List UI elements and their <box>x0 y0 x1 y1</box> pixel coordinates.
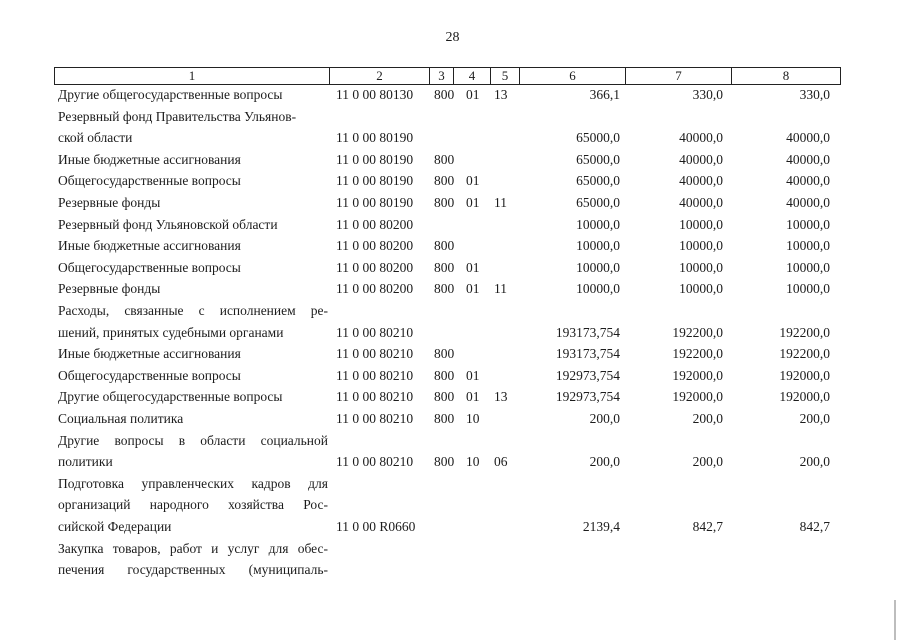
row-name: Подготовка управленческих кадров для <box>58 475 328 491</box>
row-section: 01 <box>466 87 480 102</box>
table-row <box>0 214 905 235</box>
row-value-col-7: 10000,0 <box>679 259 723 275</box>
row-value-col-6: 10000,0 <box>576 259 620 275</box>
row-name: Резервные фонды <box>58 281 161 297</box>
row-name: печения государственных (муниципаль- <box>58 562 328 578</box>
row-expense-type: 800 <box>434 346 455 362</box>
header-col-2: 2 <box>329 67 430 85</box>
row-value-col-6: 200,0 <box>589 411 620 426</box>
row-expense-type: 800 <box>434 454 455 470</box>
table-row <box>0 516 905 537</box>
table-row <box>0 473 905 494</box>
row-value-col-8: 842,7 <box>799 519 830 534</box>
row-value-col-7: 192200,0 <box>672 346 723 362</box>
row-code: 11 0 00 80200 <box>336 259 414 275</box>
row-expense-type: 800 <box>434 367 455 383</box>
row-value-col-6: 193173,754 <box>555 324 620 340</box>
row-value-col-8: 40000,0 <box>786 151 830 167</box>
row-section: 01 <box>466 173 480 189</box>
row-value-col-7: 40000,0 <box>679 151 723 167</box>
row-value-col-8: 10000,0 <box>786 259 830 275</box>
row-name: Закупка товаров, работ и услуг для обес- <box>58 540 328 556</box>
row-subsection: 11 <box>494 195 507 210</box>
scan-edge-mark <box>894 600 896 640</box>
row-code: 11 0 00 80200 <box>336 238 414 254</box>
row-code: 11 0 00 80130 <box>336 87 414 102</box>
table-row <box>0 365 905 386</box>
row-value-col-7: 40000,0 <box>679 130 723 146</box>
row-section: 01 <box>466 367 480 383</box>
table-row <box>0 494 905 515</box>
row-code: 11 0 00 80200 <box>336 281 414 297</box>
row-value-col-7: 10000,0 <box>679 238 723 254</box>
row-name: Общегосударственные вопросы <box>58 259 241 275</box>
row-name: политики <box>58 454 113 470</box>
table-row <box>0 451 905 472</box>
row-section: 01 <box>466 195 480 210</box>
table-row <box>0 106 905 127</box>
row-expense-type: 800 <box>434 151 455 167</box>
table-row <box>0 192 905 213</box>
row-code: 11 0 00 80200 <box>336 216 414 232</box>
row-value-col-7: 200,0 <box>692 411 723 426</box>
row-section: 01 <box>466 281 480 297</box>
header-col-6: 6 <box>519 67 626 85</box>
row-name: Резервный фонд Правительства Ульянов- <box>58 108 297 124</box>
table-row <box>0 386 905 407</box>
table-row <box>0 170 905 191</box>
row-section: 01 <box>466 259 480 275</box>
row-code: 11 0 00 R0660 <box>336 519 416 534</box>
row-section: 10 <box>466 454 480 470</box>
row-name: Расходы, связанные с исполнением ре- <box>58 303 328 318</box>
row-code: 11 0 00 80210 <box>336 367 414 383</box>
row-value-col-6: 193173,754 <box>555 346 620 362</box>
row-name: Другие вопросы в области социальной <box>58 432 328 448</box>
row-value-col-8: 192000,0 <box>779 367 830 383</box>
row-code: 11 0 00 80190 <box>336 173 414 189</box>
row-value-col-7: 842,7 <box>692 519 723 534</box>
row-value-col-7: 200,0 <box>692 454 723 470</box>
row-value-col-7: 192000,0 <box>672 389 723 405</box>
row-value-col-6: 10000,0 <box>576 281 620 297</box>
row-code: 11 0 00 80210 <box>336 454 414 470</box>
row-name: Общегосударственные вопросы <box>58 367 241 383</box>
row-value-col-8: 192000,0 <box>779 389 830 405</box>
row-value-col-6: 65000,0 <box>576 195 620 210</box>
row-name: Иные бюджетные ассигнования <box>58 151 241 167</box>
row-value-col-6: 65000,0 <box>576 173 620 189</box>
table-row <box>0 149 905 170</box>
row-value-col-8: 192200,0 <box>779 324 830 340</box>
row-value-col-8: 10000,0 <box>786 281 830 297</box>
table-row <box>0 559 905 580</box>
table-row <box>0 408 905 429</box>
row-code: 11 0 00 80210 <box>336 346 414 362</box>
header-col-4: 4 <box>453 67 491 85</box>
row-name: Резервный фонд Ульяновской области <box>58 216 278 232</box>
table-row <box>0 84 905 105</box>
row-value-col-7: 192200,0 <box>672 324 723 340</box>
row-name: Социальная политика <box>58 411 184 426</box>
row-name: Общегосударственные вопросы <box>58 173 241 189</box>
row-expense-type: 800 <box>434 259 455 275</box>
row-expense-type: 800 <box>434 411 455 426</box>
row-value-col-7: 40000,0 <box>679 195 723 210</box>
header-col-8: 8 <box>731 67 841 85</box>
table-row <box>0 538 905 559</box>
header-col-5: 5 <box>490 67 520 85</box>
row-value-col-8: 200,0 <box>799 411 830 426</box>
row-name: Иные бюджетные ассигнования <box>58 238 241 254</box>
row-code: 11 0 00 80190 <box>336 130 414 146</box>
row-value-col-8: 40000,0 <box>786 195 830 210</box>
row-value-col-6: 2139,4 <box>582 519 620 534</box>
row-value-col-6: 10000,0 <box>576 238 620 254</box>
row-value-col-8: 192200,0 <box>779 346 830 362</box>
row-section: 01 <box>466 389 480 405</box>
table-row <box>0 257 905 278</box>
row-value-col-6: 65000,0 <box>576 130 620 146</box>
row-expense-type: 800 <box>434 389 455 405</box>
row-name: организаций народного хозяйства Рос- <box>58 497 328 513</box>
row-name: сийской Федерации <box>58 519 172 534</box>
row-code: 11 0 00 80190 <box>336 151 414 167</box>
row-value-col-6: 65000,0 <box>576 151 620 167</box>
row-value-col-8: 40000,0 <box>786 173 830 189</box>
page-number: 28 <box>445 30 460 45</box>
row-value-col-8: 200,0 <box>799 454 830 470</box>
row-value-col-7: 40000,0 <box>679 173 723 189</box>
header-col-1: 1 <box>54 67 330 85</box>
row-expense-type: 800 <box>434 87 455 102</box>
table-row <box>0 235 905 256</box>
row-name: ской области <box>58 130 133 146</box>
table-row <box>0 322 905 343</box>
row-name: Другие общегосударственные вопросы <box>58 389 283 405</box>
row-value-col-6: 192973,754 <box>555 389 620 405</box>
table-row <box>0 343 905 364</box>
row-value-col-8: 10000,0 <box>786 238 830 254</box>
row-value-col-7: 330,0 <box>692 87 723 102</box>
row-value-col-6: 366,1 <box>589 87 620 102</box>
row-code: 11 0 00 80190 <box>336 195 414 210</box>
row-subsection: 13 <box>494 87 508 102</box>
row-expense-type: 800 <box>434 173 455 189</box>
row-value-col-8: 330,0 <box>799 87 830 102</box>
row-code: 11 0 00 80210 <box>336 389 414 405</box>
row-expense-type: 800 <box>434 281 455 297</box>
row-value-col-7: 10000,0 <box>679 281 723 297</box>
table-row <box>0 278 905 299</box>
row-expense-type: 800 <box>434 195 455 210</box>
row-name: Иные бюджетные ассигнования <box>58 346 241 362</box>
table-row <box>0 127 905 148</box>
row-value-col-6: 200,0 <box>589 454 620 470</box>
table-row <box>0 430 905 451</box>
header-col-7: 7 <box>625 67 732 85</box>
row-code: 11 0 00 80210 <box>336 324 414 340</box>
row-value-col-7: 192000,0 <box>672 367 723 383</box>
row-expense-type: 800 <box>434 238 455 254</box>
row-section: 10 <box>466 411 480 426</box>
row-value-col-7: 10000,0 <box>679 216 723 232</box>
row-subsection: 06 <box>494 454 508 470</box>
row-name: Другие общегосударственные вопросы <box>58 87 283 102</box>
row-subsection: 11 <box>494 281 507 297</box>
row-subsection: 13 <box>494 389 508 405</box>
row-name: Резервные фонды <box>58 195 161 210</box>
header-col-3: 3 <box>429 67 454 85</box>
row-name: шений, принятых судебными органами <box>58 324 284 340</box>
row-value-col-8: 40000,0 <box>786 130 830 146</box>
row-code: 11 0 00 80210 <box>336 411 414 426</box>
row-value-col-6: 10000,0 <box>576 216 620 232</box>
table-row <box>0 300 905 321</box>
row-value-col-8: 10000,0 <box>786 216 830 232</box>
row-value-col-6: 192973,754 <box>555 367 620 383</box>
